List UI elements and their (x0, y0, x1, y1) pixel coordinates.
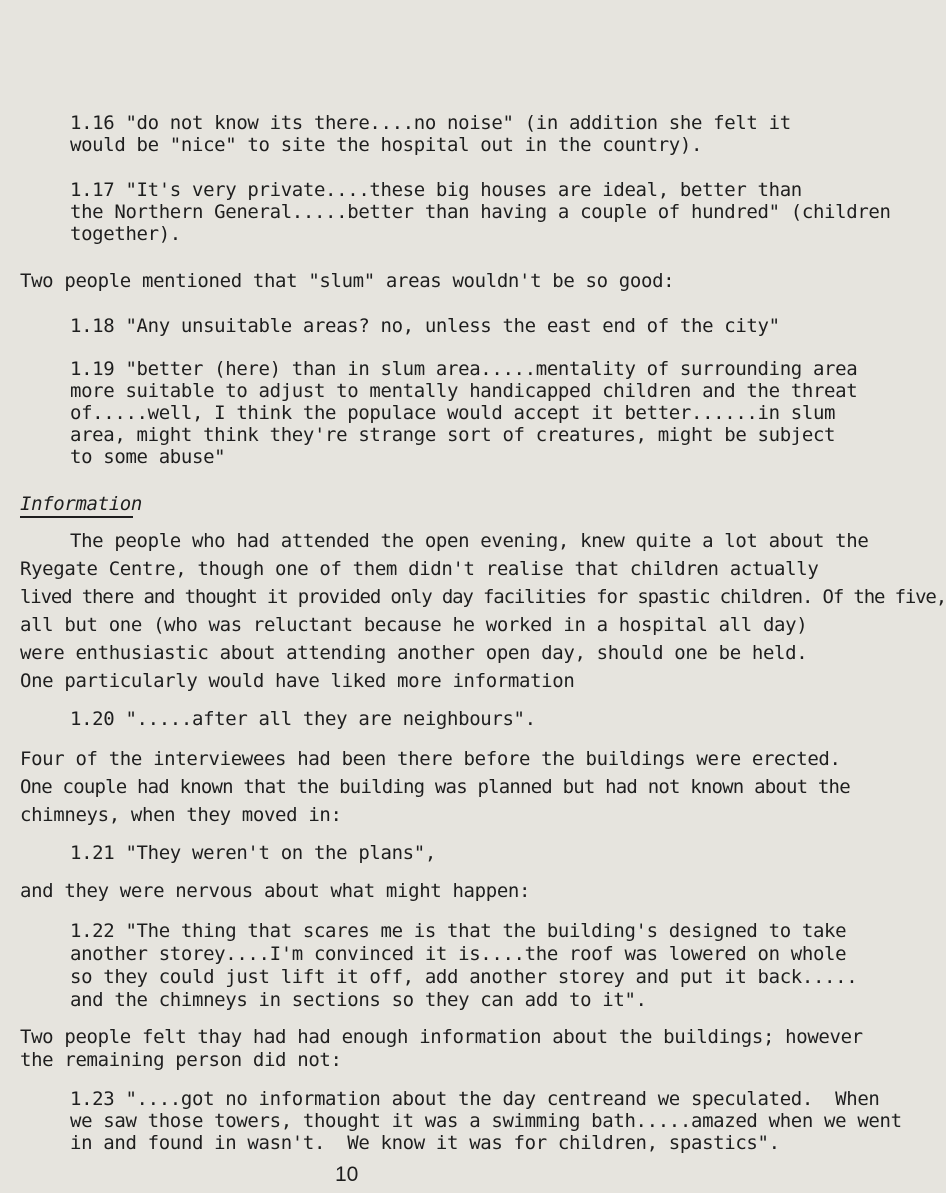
text-line: and the chimneys in sections so they can add to it". (70, 989, 647, 1011)
text-line: One particularly would have liked more information (20, 670, 575, 692)
section-heading-information: Information (20, 493, 142, 515)
text-line: One couple had known that the building was planned but had not known about the (20, 776, 850, 798)
text-line: together). (70, 223, 181, 245)
text-line: were enthusiastic about attending another open day, should one be held. (20, 642, 808, 664)
text-line: chimneys, when they moved in: (20, 804, 342, 826)
text-line: more suitable to adjust to mentally handicapped children and the threat (70, 380, 858, 402)
text-line: in and found in wasn't. We know it was for children, spastics". (70, 1132, 780, 1154)
text-line: we saw those towers, thought it was a swimming bath.....amazed when we went (70, 1110, 902, 1132)
text-line: 1.16 "do not know its there....no noise" (in addition she felt it (70, 112, 791, 134)
text-line: of.....well, I think the populace would accept it better......in slum (70, 402, 836, 424)
text-line: area, might think they're strange sort of creatures, might be subject (70, 424, 836, 446)
text-line: 1.17 "It's very private....these big houses are ideal, better than (70, 179, 802, 201)
text-line: and they were nervous about what might happen: (20, 880, 531, 902)
text-line: the remaining person did not: (20, 1049, 342, 1071)
text-line: all but one (who was reluctant because he worked in a hospital all day) (20, 614, 808, 636)
text-line: Four of the interviewees had been there before the buildings were erected. (20, 748, 841, 770)
text-line: 1.19 "better (here) than in slum area.....mentality of surrounding area (70, 358, 858, 380)
text-line: The people who had attended the open evening, knew quite a lot about the (70, 530, 869, 552)
text-line: another storey....I'm convinced it is....the roof was lowered on whole (70, 943, 847, 965)
heading-underline (20, 516, 133, 518)
text-line: would be "nice" to site the hospital out in the country). (70, 134, 703, 156)
text-line: to some abuse" (70, 446, 226, 468)
text-line: 1.18 "Any unsuitable areas? no, unless the east end of the city" (70, 315, 780, 337)
page-number: 10 (335, 1163, 359, 1186)
text-line: so they could just lift it off, add another storey and put it back..... (70, 966, 858, 988)
text-line: Two people felt thay had had enough information about the buildings; however (20, 1026, 863, 1048)
text-line: lived there and thought it provided only day facilities for spastic children. Of the five, (20, 586, 946, 608)
text-line: 1.22 "The thing that scares me is that the building's designed to take (70, 920, 847, 942)
text-line: Two people mentioned that "slum" areas wouldn't be so good: (20, 270, 675, 292)
text-line: 1.20 ".....after all they are neighbours". (70, 708, 536, 730)
text-line: 1.23 "....got no information about the day centreand we speculated. When (70, 1088, 880, 1110)
text-line: the Northern General.....better than having a couple of hundred" (children (70, 201, 891, 223)
text-line: 1.21 "They weren't on the plans", (70, 842, 436, 864)
text-line: Ryegate Centre, though one of them didn't realise that children actually (20, 558, 819, 580)
